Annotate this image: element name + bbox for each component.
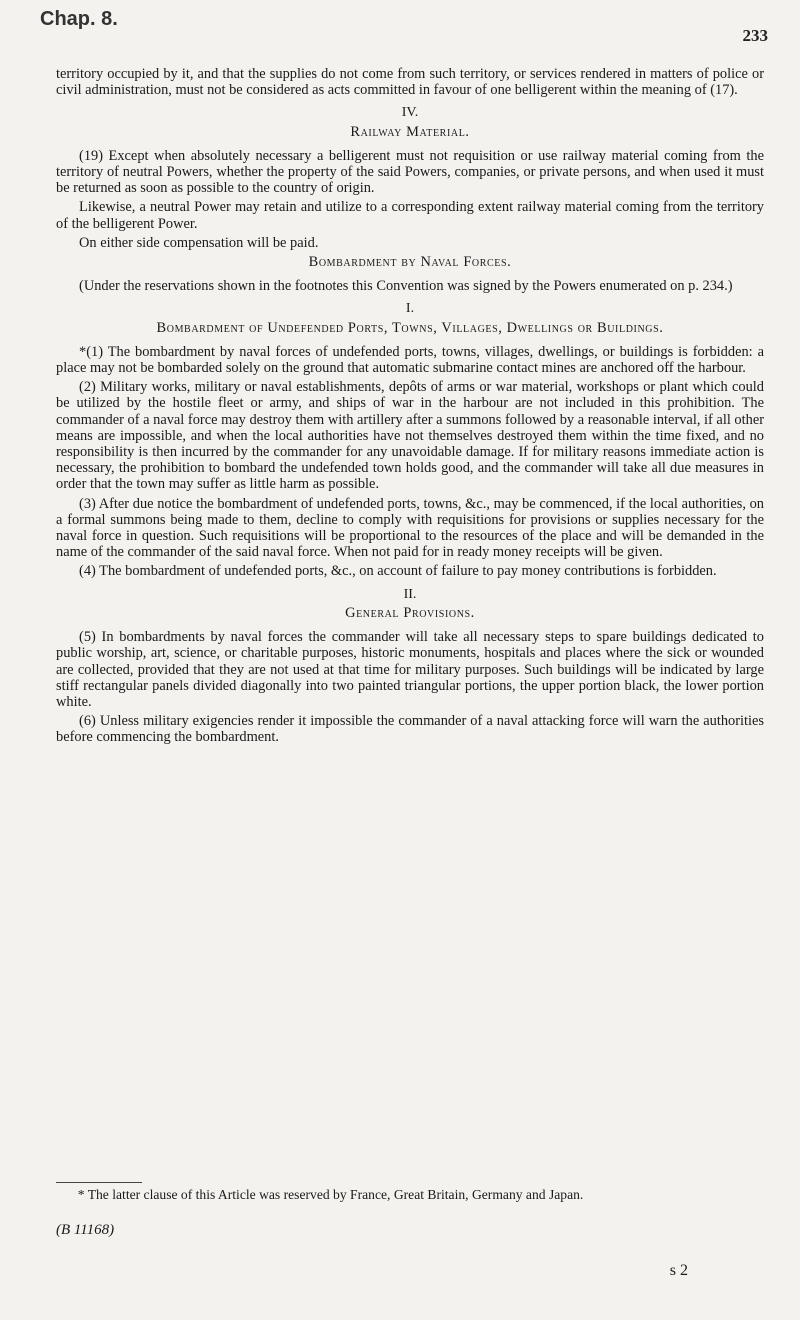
page-body xyxy=(56,66,764,749)
page-number: 233 xyxy=(742,26,768,45)
paragraph-19-compensation: On either side compensation will be paid. xyxy=(79,234,319,251)
part-i-title: Bombardment of Undefended Ports, Towns, Villages, Dwellings or Buildings. xyxy=(156,319,664,336)
paragraph-3: (3) After due notice the bombardment of undefended ports, towns, &c., may be commenced, if the local authorities, on a formal summons being made to them, decline to comply with requisitions for provisions or supplies necessary for the naval force in question. Such requisitions will be proportional to the resources of the place and will be demanded in the name of the commander of the said naval force. When not paid for in ready money receipts will be given. xyxy=(56,495,764,561)
paragraph-2: (2) Military works, military or naval establishments, depôts of arms or war material, workshops or plant which could be utilized by the hostile fleet or army, and ships of war in the harbour are not included in this prohibition. The commander of a naval force may destroy them with artillery after a summons followed by a reasonable interval, if all other means are impossible, and when the local authorities have not themselves destroyed them within the time fixed, and no responsibility is then incurred by the commander for any unavoidable damage. If for military reasons immediate action is necessary, the prohibition to bombard the undefended town holds good, and the commander will take all due measures in order that the town may suffer as little harm as possible. xyxy=(56,379,764,493)
chapter-label: Chap. 8. xyxy=(40,8,118,30)
paragraph-19: (19) Except when absolutely necessary a belligerent must not requisition or use railway material coming from the territory of neutral Powers, whether the property of the said Powers, companies, or private persons, and when used it must be returned as soon as possible to the country of origin. xyxy=(56,147,764,197)
paragraph-19-neutral: Likewise, a neutral Power may retain and utilize to a corresponding extent railway material coming from the territory of the belligerent Power. xyxy=(56,199,764,232)
opening-paragraph: territory occupied by it, and that the supplies do not come from such territory, or services rendered in matters of police or civil administration, must not be considered as acts committed in favour of one belligerent within the meaning of (17). xyxy=(56,66,764,99)
paragraph-5: (5) In bombardments by naval forces the commander will take all necessary steps to spare buildings dedicated to public worship, art, science, or charitable purposes, historic monuments, hospitals and places where the sick or wounded are collected, provided that they are not used at that time for military purposes. Such buildings will be indicated by large stiff rectangular panels divided diagonally into two painted triangular portions, the upper portion black, the lower portion white. xyxy=(56,629,764,710)
print-code: (B 11168) xyxy=(56,1222,115,1238)
paragraph-4: (4) The bombardment of undefended ports, &c., on account of failure to pay money contributions is forbidden. xyxy=(79,563,717,580)
footnote: * The latter clause of this Article was reserved by France, Great Britain, Germany and Japan. xyxy=(77,1187,584,1202)
reservations-note: (Under the reservations shown in the footnotes this Convention was signed by the Powers enumerated on p. 234.) xyxy=(79,278,733,295)
part-ii-title: General Provisions. xyxy=(345,604,475,621)
paragraph-6: (6) Unless military exigencies render it impossible the commander of a naval attacking force will warn the authorities before commencing the bombardment. xyxy=(56,713,764,746)
paragraph-1: *(1) The bombardment by naval forces of undefended ports, towns, villages, dwellings, or buildings is forbidden: a place may not be bombarded solely on the ground that automatic submarine contact mines are anchored off the harbour. xyxy=(56,343,764,377)
part-ii-numeral: II. xyxy=(403,586,417,602)
part-i-numeral: I. xyxy=(405,301,415,317)
footnote-divider xyxy=(56,1182,142,1183)
part-iv-title: Railway Material. xyxy=(350,123,470,140)
signature-mark: s 2 xyxy=(669,1262,688,1279)
part-iv-numeral: IV. xyxy=(401,105,419,121)
bombardment-title: Bombardment by Naval Forces. xyxy=(308,254,512,271)
